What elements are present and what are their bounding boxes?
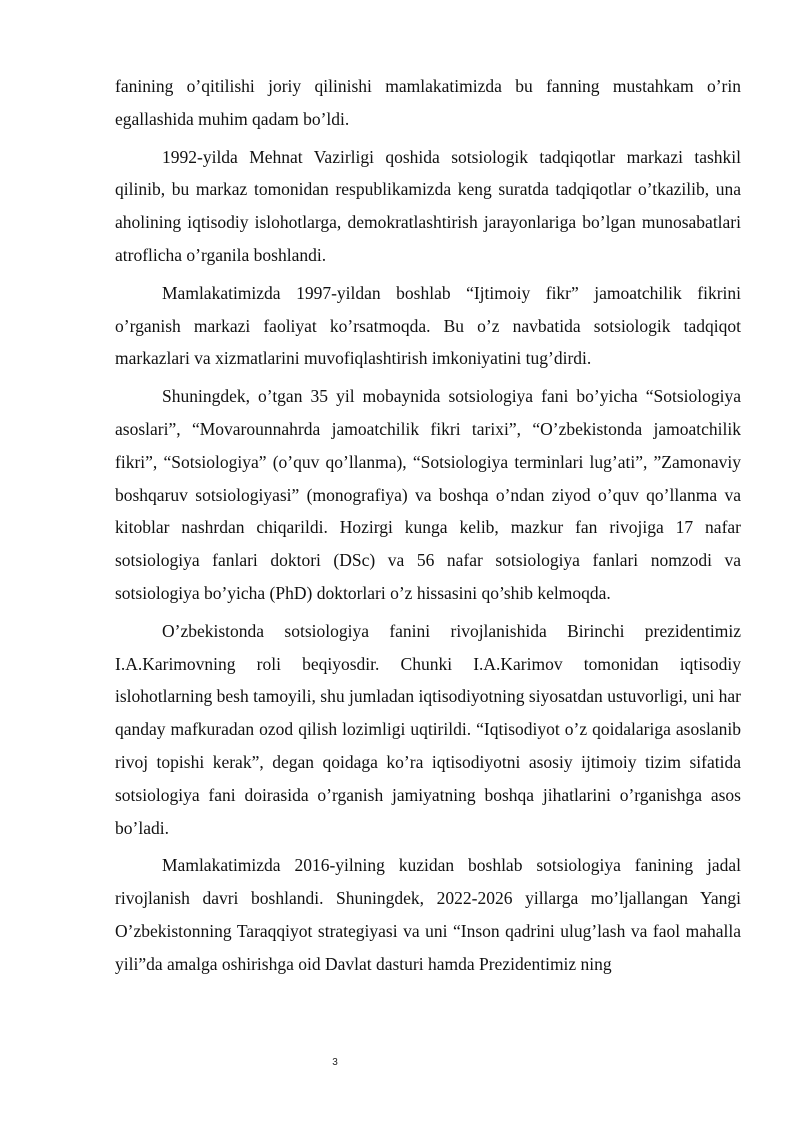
paragraph-4: Shuningdek, o’tgan 35 yil mobaynida sotsiologiya fani bo’yicha “Sotsiologiya asoslari”, “Movarounnahrda jamoatchilik fikri tarixi”, “O’zbekistonda jamoatchilik fikri”, “Sotsiologiya” (o’quv qo’llanma), “Sotsiologiya terminlari lug’ati”, ”Zamonaviy boshqaruv sotsiologiyasi” (monografiya) va boshqa o’ndan ziyod o’quv qo’llanma va kitoblar nashrdan chiqarildi. Hozirgi kunga kelib, mazkur fan rivojiga 17 nafar sotsiologiya fanlari doktori (DSc) va 56 nafar sotsiologiya fanlari nomzodi va sotsiologiya bo’yicha (PhD) doktorlari o’z hissasini qo’shib kelmoqda. xyxy=(115,386,741,603)
paragraph-6: Mamlakatimizda 2016-yilning kuzidan boshlab sotsiologiya fanining jadal rivojlanish davri boshlandi. Shuningdek, 2022-2026 yillarga mo’ljallangan Yangi O’zbekistonning Taraqqiyot strategiyasi va uni “Inson qadrini ulug’lash va faol mahalla yili”da amalga oshirishga oid Davlat dasturi hamda Prezidentimiz ning xyxy=(115,855,741,974)
page-number: 3 xyxy=(332,1057,338,1068)
paragraph-3: Mamlakatimizda 1997-yildan boshlab “Ijtimoiy fikr” jamoatchilik fikrini o’rganish markazi faoliyat ko’rsatmoqda. Bu o’z navbatida sotsiologik tadqiqot markazlari va xizmatlarini muvofiqlashtirish imkoniyatini tug’dirdi. xyxy=(115,282,741,369)
paragraph-1: fanining o’qitilishi joriy qilinishi mamlakatimizda bu fanning mustahkam o’rin egallashida muhim qadam bo’ldi. xyxy=(115,76,741,129)
paragraph-5: O’zbekistonda sotsiologiya fanini rivojlanishida Birinchi prezidentimiz I.A.Karimovning roli beqiyosdir. Chunki I.A.Karimov tomonidan iqtisodiy islohotlarning besh tamoyili, shu jumladan iqtisodiyotning siyosatdan ustuvorligi, uni har qanday mafkuradan ozod qilish lozimligi uqtirildi. “Iqtisodiyot o’z qoidalariga asoslanib rivoj topishi kerak”, degan qoidaga ko’ra iqtisodiyotni asosiy ijtimoiy tizim sifatida sotsiologiya fani doirasida o’rganish jamiyatning boshqa jihatlarini o’rganishga asos bo’ladi. xyxy=(115,620,741,838)
body-text xyxy=(115,70,741,986)
paragraph-2: 1992-yilda Mehnat Vazirligi qoshida sotsiologik tadqiqotlar markazi tashkil qilinib, bu markaz tomonidan respublikamizda keng suratda tadqiqotlar o’tkazilib, una aholining iqtisodiy islohotlarga, demokratlashtirish jarayonlariga bo’lgan munosabatlari atroflicha o’rganila boshlandi. xyxy=(115,146,741,265)
